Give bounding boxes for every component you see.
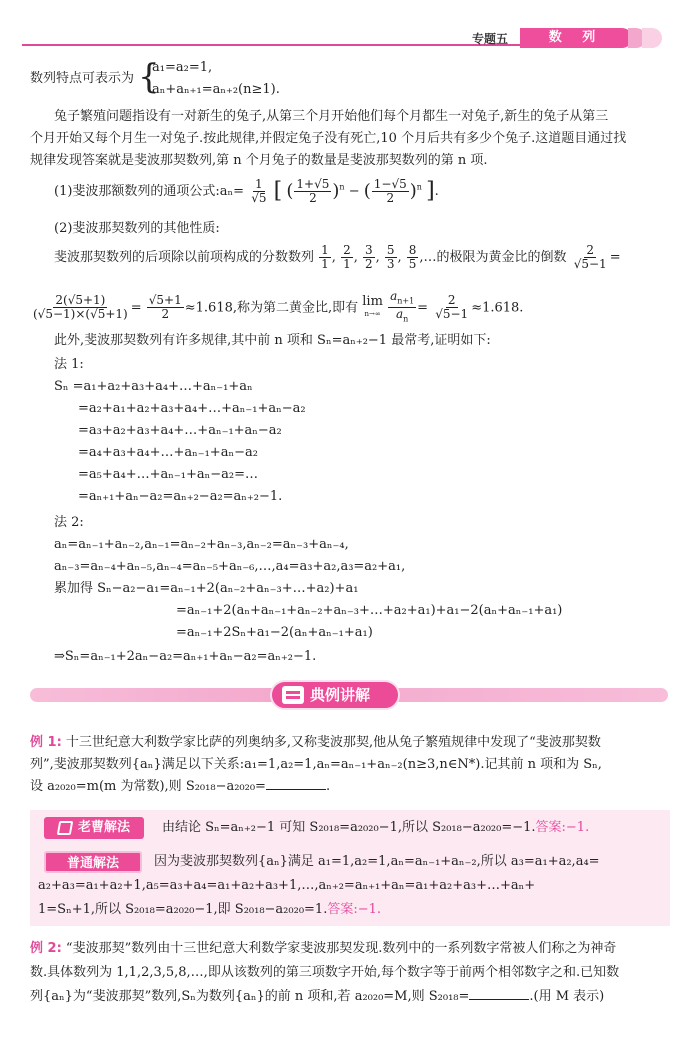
example-2-line: [30, 988, 604, 1006]
header-chapter-tab: 数 列: [520, 28, 632, 48]
text: ≈1.618,称为第二黄金比,即有: [184, 300, 359, 316]
proof-line: ⇒Sₙ=aₙ₋₁+2aₙ−a₂=aₙ₊₁+aₙ−a₂=aₙ₊₂−1.: [54, 649, 317, 664]
method-label: 法 1:: [54, 357, 84, 372]
answer-blank: [469, 999, 529, 1000]
proof-line: =aₙ₋₁+2Sₙ+a₁−2(aₙ+aₙ₋₁+a₁): [176, 625, 373, 640]
text: 1=Sₙ+1,所以 S₂₀₁₈=a₂₀₂₀−1,即 S₂₀₁₈−a₂₀₂₀=1.: [38, 902, 328, 917]
answer: 答案:−1.: [327, 902, 382, 917]
proof-line: =aₙ₊₁+aₙ−a₂=aₙ₊₂−a₂=aₙ₊₂−1.: [78, 489, 283, 504]
section-title: 典例讲解: [310, 686, 371, 704]
text: .(用 M 表示): [529, 989, 605, 1004]
method-label: 法 2:: [54, 515, 84, 530]
example-2-line: 数.具体数列为 1,1,2,3,5,8,…,即从该数列的第三项数字开始,每个数字等于前两个相邻数字之和.已知数: [30, 965, 620, 980]
recurrence-line-2: aₙ+aₙ₊₁=aₙ₊₂(n≥1).: [152, 82, 280, 97]
answer-blank: [266, 789, 326, 790]
text: ,…的极限为黄金比的倒数: [419, 250, 567, 265]
header-rule: [22, 44, 542, 46]
text: 由结论 Sₙ=aₙ₊₂−1 可知 S₂₀₁₈=a₂₀₂₀−1,所以 S₂₀₁₈−a₂₀₂₀=−1.: [162, 820, 536, 835]
bracket: [: [273, 178, 283, 204]
proof-line: =a₄+a₃+a₄+…+aₙ₋₁+aₙ−a₂: [78, 445, 258, 460]
answer: 答案:−1.: [535, 820, 590, 835]
example-2-line: [30, 940, 616, 958]
example-1-line: 列”,斐波那契数列{aₙ}满足以下关系:a₁=1,a₂=1,aₙ=aₙ₋₁+aₙ₋₂(n≥3,n∈N*).记其前 n 项和为 Sₙ,: [30, 757, 602, 772]
book-icon: [282, 686, 304, 704]
recurrence-line-1: a₁=a₂=1,: [152, 60, 213, 75]
example-1-label: 例 1:: [30, 735, 62, 750]
solution-tag-quick: [44, 817, 144, 839]
proof-line: =a₃+a₂+a₃+a₄+…+aₙ₋₁+aₙ−a₂: [78, 423, 282, 438]
brace-symbol: {: [138, 57, 160, 97]
solution-tag-normal: 普通解法: [44, 851, 142, 873]
ratio-sequence-line: 斐波那契数列的后项除以前项构成的分数数列 $\frac{1}{1}$ , $\frac{2}{1}$ , $\frac{3}{2}$ , $\frac{5}{3}$ , $\frac{8}{5}$ ,…的极限为黄金比的倒数 $\frac{2}{√5-1}$ =: [54, 243, 621, 271]
paragraph-line: 规律发现答案就是斐波那契数列,第 n 个月兔子的数量是斐波那契数列的第 n 项.: [30, 153, 488, 168]
text: 斐波那契数列的后项除以前项构成的分数数列: [54, 250, 315, 265]
text: 十三世纪意大利数学家比萨的列奥纳多,又称斐波那契,他从兔子繁殖规律中发现了“斐波那契数: [65, 735, 601, 750]
paragraph-line: 个月开始又每个月生一对兔子.按此规律,并假定兔子没有死亡,10 个月后共有多少个兔子.这道题目通过找: [30, 131, 627, 146]
example-2-label: 例 2:: [30, 941, 62, 956]
text: (1)斐波那额数列的通项公式:aₙ=: [54, 184, 245, 199]
recurrence-intro: [30, 70, 134, 88]
section-banner: [270, 680, 400, 710]
proof-line: 累加得 Sₙ−a₂−a₁=aₙ₋₁+2(aₙ₋₂+aₙ₋₃+…+a₂)+a₁: [54, 581, 359, 596]
pencil-icon: [57, 821, 73, 835]
formula-fraction: $\frac{1}{√5}$: [251, 177, 267, 205]
solution-quick-text: [162, 819, 589, 837]
proof-line: Sₙ =a₁+a₂+a₃+a₄+…+aₙ₋₁+aₙ: [54, 379, 253, 394]
golden-ratio-line: $\frac{2(√5+1)}{(√5-1)\times(√5+1)}$ = $\frac{√5+1}{2}$ ≈1.618,称为第二黄金比,即有 lim n→∞ $\frac{a_{n+1}}{a_n}$ = $\frac{2}{√5-1}$ ≈1.618.: [33, 289, 524, 324]
text: 老曹解法: [77, 820, 130, 835]
paragraph-line: 兔子繁殖问题指设有一对新生的兔子,从第三个月开始他们每个月都生一对兔子,新生的兔子从第三: [54, 109, 609, 124]
text: “斐波那契”数列由十三世纪意大利数学家斐波那契发现.数列中的一系列数字常被人们称之为神奇: [65, 941, 617, 956]
general-term-formula: (1)斐波那额数列的通项公式:aₙ= $\frac{1}{√5}$ [ ( $\frac{1+√5}{2}$ )$^n$ − ( $\frac{1-√5}{2}$ )$^n$ ].: [54, 177, 439, 205]
text: ≈1.618.: [471, 300, 524, 316]
text: 列{aₙ}为“斐波那契”数列,Sₙ为数列{aₙ}的前 n 项和,若 a₂₀₂₀=M,则 S₂₀₁₈=: [30, 989, 470, 1004]
header-topic: 专题五: [472, 32, 509, 46]
solution-normal-line: [38, 901, 381, 919]
example-1-line: [30, 778, 330, 796]
proof-line: aₙ=aₙ₋₁+aₙ₋₂,aₙ₋₁=aₙ₋₂+aₙ₋₃,aₙ₋₂=aₙ₋₃+aₙ₋₄,: [54, 537, 349, 552]
proof-line: aₙ₋₃=aₙ₋₄+aₙ₋₅,aₙ₋₄=aₙ₋₅+aₙ₋₆,…,a₄=a₃+a₂,a₃=a₂+a₁,: [54, 559, 406, 574]
proof-line: =a₅+a₄+…+aₙ₋₁+aₙ−a₂=…: [78, 467, 258, 482]
text: .: [325, 779, 331, 794]
text: 设 a₂₀₂₀=m(m 为常数),则 S₂₀₁₈−a₂₀₂₀=: [30, 779, 266, 794]
example-1-line: [30, 734, 601, 752]
header-tab-tail-light: [642, 28, 662, 48]
property-heading: (2)斐波那契数列的其他性质:: [54, 221, 220, 236]
proof-line: =aₙ₋₁+2(aₙ+aₙ₋₁+aₙ₋₂+aₙ₋₃+…+a₂+a₁)+a₁−2(aₙ+aₙ₋₁+a₁): [176, 603, 563, 618]
solution-normal-line: 因为斐波那契数列{aₙ}满足 a₁=1,a₂=1,aₙ=aₙ₋₁+aₙ₋₂,所以 a₃=a₁+a₂,a₄=: [154, 854, 600, 869]
solution-normal-line: a₂+a₃=a₁+a₂+1,a₅=a₃+a₄=a₁+a₂+a₃+1,…,aₙ₊₂=aₙ₊₁+aₙ=a₁+a₂+a₃+…+aₙ+: [38, 878, 536, 893]
paragraph-line: 此外,斐波那契数列有许多规律,其中前 n 项和 Sₙ=aₙ₊₂−1 最常考,证明如下:: [54, 333, 491, 348]
text: 数列特点可表示为: [30, 71, 135, 86]
proof-line: =a₂+a₁+a₂+a₃+a₄+…+aₙ₋₁+aₙ−a₂: [78, 401, 306, 416]
